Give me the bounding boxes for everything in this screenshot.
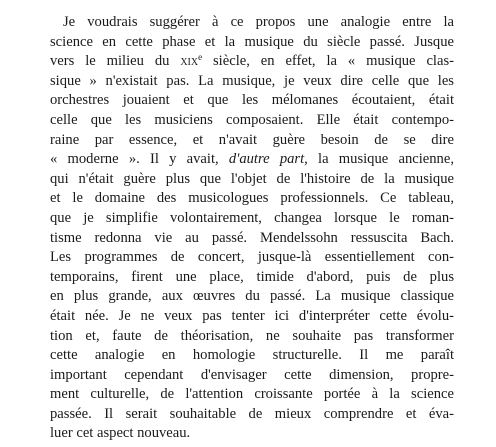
- paragraph-line-8: [50, 150, 454, 170]
- paragraph-line-9: qui n'était guère plus que l'objet de l'histoire de la musique: [50, 170, 454, 187]
- paragraph-line-22: luer cet aspect nouveau.: [50, 425, 191, 442]
- paragraph-line-10: et le domaine des musicologues professionnels. Ce tableau,: [50, 190, 454, 207]
- paragraph-line-15: en plus grande, aux œuvres du passé. La musique classique: [50, 288, 454, 305]
- paragraph-line-17: tion et, faute de théorisation, ne souhaite pas transformer: [50, 327, 454, 344]
- paragraph-line-1: Je voudrais suggérer à ce propos une analogie entre la: [63, 14, 454, 30]
- italic-phrase: d'autre part: [228, 151, 305, 168]
- paragraph-line-21: passée. Il serait souhaitable de mieux comprendre et éva-: [50, 405, 454, 422]
- line-8-start: « moderne ». Il y avait,: [50, 151, 229, 168]
- paragraph-line-7: raine par essence, et n'avait guère besoin de se dire: [50, 131, 454, 148]
- paragraph-line-6: celle que les musiciens composaient. Elle était contempo-: [50, 111, 454, 128]
- body-paragraph: [50, 13, 454, 444]
- paragraph-line-18: cette analogie en homologie structurelle. Il me paraît: [50, 347, 454, 364]
- paragraph-line-5: orchestres jouaient et que les mélomanes écoutaient, était: [50, 92, 454, 109]
- paragraph-line-13: Les programmes de concert, jusque-là essentiellement con-: [50, 249, 454, 266]
- paragraph-line-20: ment culturelle, de l'attention croissante portée à la science: [50, 386, 454, 403]
- paragraph-line-12: tisme redonna vie au passé. Mendelssohn ressuscita Bach.: [50, 229, 454, 246]
- paragraph-line-19: important cependant d'envisager cette dimension, propre-: [50, 366, 454, 383]
- line-3-end: siècle, en effet, la « musique clas-: [202, 53, 454, 70]
- line-8-end: , la musique ancienne,: [304, 151, 454, 168]
- century-roman-numeral: xix: [180, 53, 199, 70]
- paragraph-line-14: temporains, firent une place, timide d'abord, puis de plus: [50, 268, 454, 285]
- paragraph-line-4: sique » n'existait pas. La musique, je veux dire celle que les: [50, 72, 454, 89]
- paragraph-line-3: [50, 52, 454, 72]
- paragraph-line-11: que je simplifie volontairement, changea lorsque le roman-: [50, 209, 454, 226]
- line-3-start: vers le milieu du: [50, 53, 181, 70]
- paragraph-line-16: était née. Je ne veux pas tenter ici d'interpréter cette évolu-: [50, 307, 454, 324]
- paragraph-line-2: science en cette phase et la musique du siècle passé. Jusque: [50, 33, 454, 50]
- century-superscript: e: [198, 52, 203, 63]
